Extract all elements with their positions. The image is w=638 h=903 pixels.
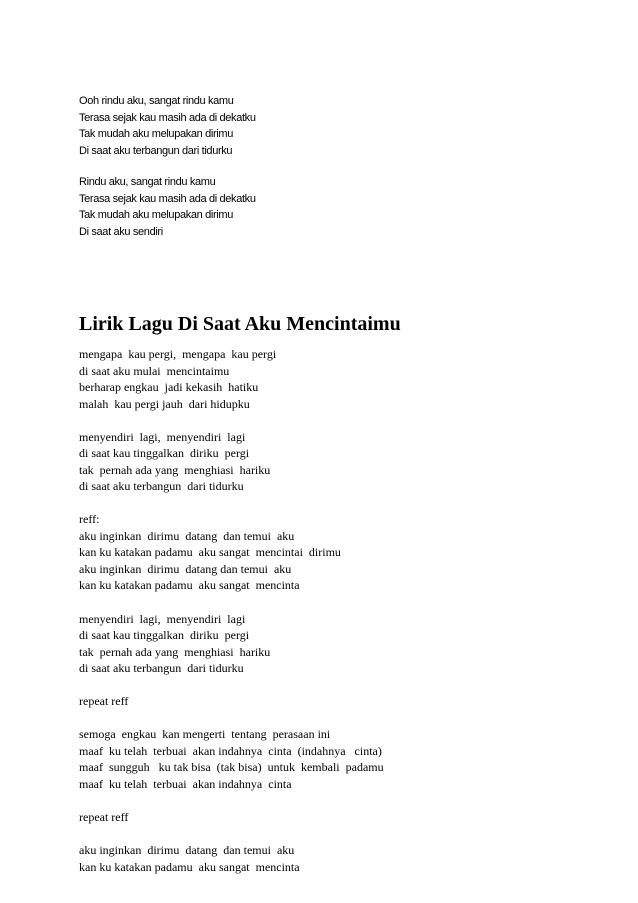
lyric-line: maaf ku telah terbuai akan indahnya cinta (indahnya cinta) bbox=[79, 743, 382, 758]
lyric-line: mengapa kau pergi, mengapa kau pergi bbox=[79, 347, 277, 361]
lyric-stanza bbox=[79, 842, 384, 875]
lyric-line: berharap engkau jadi kekasih hatiku bbox=[79, 380, 259, 394]
lyric-line: di saat aku mulai mencintaimu bbox=[79, 363, 230, 378]
lyric-line: repeat reff bbox=[79, 694, 129, 709]
lyric-line: maaf sungguh ku tak bisa (tak bisa) untuk kembali padamu bbox=[79, 760, 384, 775]
lyric-line: Tak mudah aku melupakan dirimu bbox=[79, 209, 233, 221]
lyric-line: tak pernah ada yang menghiasi hariku bbox=[79, 644, 271, 659]
lyric-line: kan ku katakan padamu aku sangat mencintai dirimu bbox=[79, 545, 341, 560]
lyric-line: repeat reff bbox=[79, 810, 129, 825]
lyric-line: Rindu aku, sangat rindu kamu bbox=[79, 176, 216, 188]
song-title: Lirik Lagu Di Saat Aku Mencintaimu bbox=[79, 313, 401, 335]
lyric-stanza bbox=[79, 429, 384, 495]
lyric-line: di saat kau tinggalkan diriku pergi bbox=[79, 628, 250, 643]
lyric-line: aku inginkan dirimu datang dan temui aku bbox=[79, 843, 295, 858]
lyric-stanza bbox=[79, 726, 384, 792]
lyric-line: Terasa sejak kau masih ada di dekatku bbox=[79, 111, 256, 124]
lyric-line: tak pernah ada yang menghiasi hariku bbox=[79, 462, 271, 477]
lyric-line: Di saat aku terbangun dari tidurku bbox=[79, 144, 233, 157]
lyric-line: Tak mudah aku melupakan dirimu bbox=[79, 128, 233, 140]
lyric-line: aku inginkan dirimu datang dan temui aku bbox=[79, 528, 295, 543]
lyric-stanza bbox=[79, 346, 384, 412]
lyric-stanza bbox=[79, 611, 384, 677]
lyric-line: menyendiri lagi, menyendiri lagi bbox=[79, 429, 246, 444]
lyric-line: kan ku katakan padamu aku sangat mencinta bbox=[79, 859, 300, 874]
lyric-line: di saat aku terbangun dari tidurku bbox=[79, 479, 244, 494]
lyric-stanza-reff bbox=[79, 511, 384, 594]
repeat-reff-note bbox=[79, 693, 384, 710]
intro-stanza bbox=[79, 174, 256, 240]
lyric-line: di saat kau tinggalkan diriku pergi bbox=[79, 446, 250, 461]
lyric-line: Di saat aku sendiri bbox=[79, 225, 163, 238]
lyric-line: Terasa sejak kau masih ada di dekatku bbox=[79, 192, 256, 205]
lyric-line: Ooh rindu aku, sangat rindu kamu bbox=[79, 95, 234, 107]
lyric-line: malah kau pergi jauh dari hidupku bbox=[79, 396, 250, 411]
lyric-line: aku inginkan dirimu datang dan temui aku bbox=[79, 561, 292, 576]
lyric-line: maaf ku telah terbuai akan indahnya cinta bbox=[79, 776, 292, 791]
intro-stanza bbox=[79, 93, 256, 159]
lyric-line: semoga engkau kan mengerti tentang perasaan ini bbox=[79, 727, 331, 742]
song-lyrics bbox=[79, 346, 384, 875]
lyric-line: di saat aku terbangun dari tidurku bbox=[79, 661, 244, 676]
reff-label: reff: bbox=[79, 512, 100, 527]
repeat-reff-note bbox=[79, 809, 384, 826]
lyric-line: menyendiri lagi, menyendiri lagi bbox=[79, 611, 246, 626]
lyric-line: kan ku katakan padamu aku sangat mencinta bbox=[79, 578, 300, 593]
